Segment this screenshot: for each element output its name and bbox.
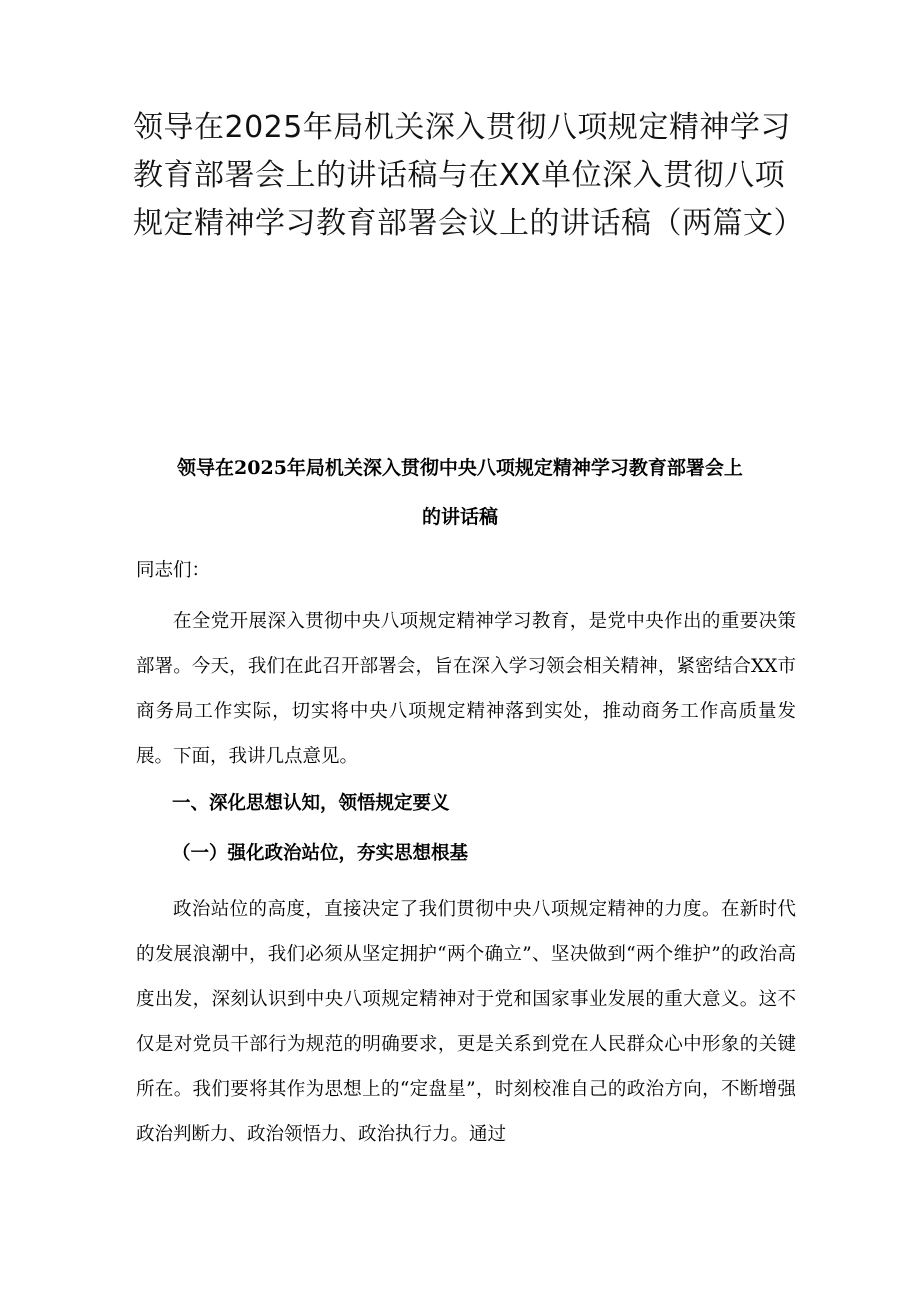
greeting: 同志们：	[136, 560, 211, 581]
paragraph-intro: 在全党开展深入贯彻中央八项规定精神学习教育，是党中央作出的重要决策部署。今天，我们在此召开部署会，旨在深入学习领会相关精神，紧密结合XX市商务局工作实际，切实将中央八项规定精神落到实处，推动商务工作高质量发展。下面，我讲几点意见。	[136, 611, 796, 767]
document-main-title: 领导在2025年局机关深入贯彻八项规定精神学习教育部署会上的讲话稿与在XX单位深入贯彻八项规定精神学习教育部署会议上的讲话稿（两篇文）	[133, 110, 804, 241]
subsection-heading-1: （一）强化政治站位，夯实思想根基	[172, 843, 469, 864]
section-heading-1: 一、深化思想认知，领悟规定要义	[172, 793, 450, 814]
speech-title-line-1: 领导在2025年局机关深入贯彻中央八项规定精神学习教育部署会上	[177, 457, 743, 479]
speech-title-line-2: 的讲话稿	[421, 506, 498, 528]
paragraph-political-stance: 政治站位的高度，直接决定了我们贯彻中央八项规定精神的力度。在新时代的发展浪潮中，我们必须从坚定拥护“两个确立”、坚决做到“两个维护”的政治高度出发，深刻认识到中央八项规定精神对于党和国家事业发展的重大意义。这不仅是对党员干部行为规范的明确要求，更是关系到党在人民群众心中形象的关键所在。我们要将其作为思想上的“定盘星”，时刻校准自己的政治方向，不断增强政治判断力、政治领悟力、政治执行力。通过	[136, 899, 796, 1145]
